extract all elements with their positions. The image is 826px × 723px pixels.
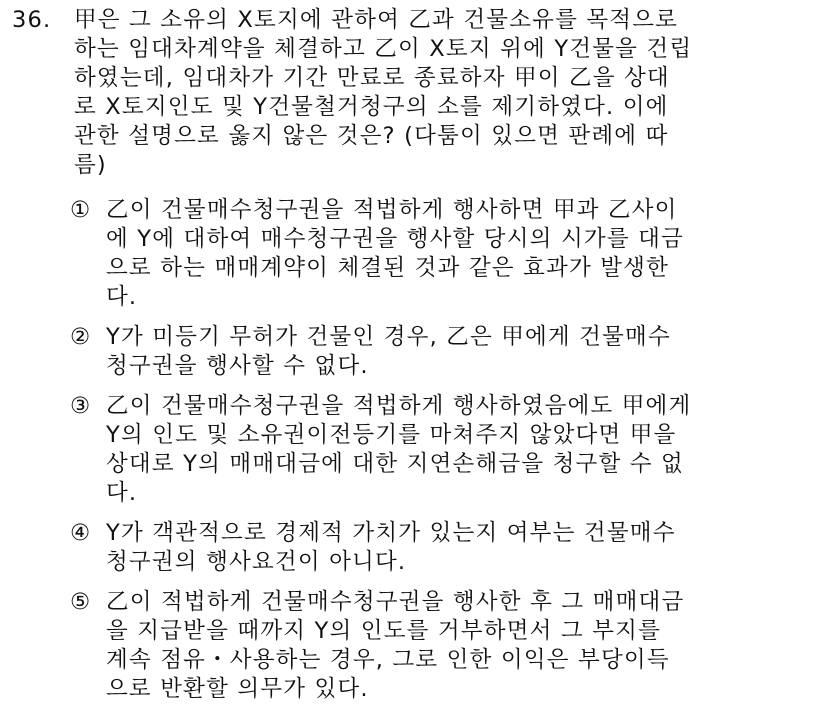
option-text: 다.	[106, 480, 138, 506]
option-4[interactable]	[70, 519, 800, 577]
option-text: 을 지급받을 때까지 Y의 인도를 거부하면서 그 부지를	[106, 618, 662, 644]
option-text: 으로 하는 매매계약이 체결된 것과 같은 효과가 발생한	[106, 255, 670, 281]
option-text: 乙이 건물매수청구권을 적법하게 행사하면 甲과 乙사이	[106, 197, 678, 223]
option-text: Y의 인도 및 소유권이전등기를 마쳐주지 않았다면 甲을	[106, 422, 677, 448]
option-text: Y가 미등기 무허가 건물인 경우, 乙은 甲에게 건물매수	[106, 324, 671, 350]
option-marker: ③	[70, 393, 92, 419]
option-text: 상대로 Y의 매매대금에 대한 지연손해금을 청구할 수 없	[106, 451, 684, 477]
option-3[interactable]	[70, 392, 800, 508]
option-text: 에 Y에 대하여 매수청구권을 행사할 당시의 시가를 대금	[106, 226, 684, 252]
option-text: Y가 객관적으로 경제적 가치가 있는지 여부는 건물매수	[106, 520, 676, 546]
question-text: 하였는데, 임대차가 기간 만료로 종료하자 甲이 乙을 상대	[74, 65, 670, 91]
question-stem	[12, 6, 812, 180]
question-line	[12, 35, 812, 64]
question-text: 름)	[74, 152, 107, 178]
option-marker: ①	[70, 197, 92, 223]
answer-options	[70, 196, 800, 715]
option-5[interactable]	[70, 588, 800, 704]
question-text: 甲은 그 소유의 X토지에 관하여 乙과 건물소유를 목적으로	[74, 7, 679, 33]
option-text: 청구권의 행사요건이 아니다.	[106, 549, 407, 575]
option-marker: ④	[70, 520, 92, 546]
question-text: 로 X토지인도 및 Y건물철거청구의 소를 제기하였다. 이에	[74, 94, 669, 120]
option-2[interactable]	[70, 323, 800, 381]
question-text: 하는 임대차계약을 체결하고 乙이 X토지 위에 Y건물을 건립	[74, 36, 693, 62]
option-text: 乙이 건물매수청구권을 적법하게 행사하였음에도 甲에게	[106, 393, 692, 419]
option-text: 乙이 적법하게 건물매수청구권을 행사한 후 그 매매대금	[106, 589, 685, 615]
question-line	[12, 64, 812, 93]
question-text: 관한 설명으로 옳지 않은 것은? (다툼이 있으면 판례에 따	[74, 123, 669, 149]
option-text: 청구권을 행사할 수 없다.	[106, 353, 369, 379]
question-line	[12, 122, 812, 151]
question-line	[12, 6, 812, 35]
question-number: 36.	[12, 7, 52, 33]
question-line	[12, 93, 812, 122]
option-text: 계속 점유・사용하는 경우, 그로 인한 이익은 부당이득	[106, 647, 670, 673]
option-text: 다.	[106, 284, 138, 310]
option-marker: ⑤	[70, 589, 92, 615]
option-1[interactable]	[70, 196, 800, 312]
option-marker: ②	[70, 324, 92, 350]
question-line	[12, 151, 812, 180]
option-text: 으로 반환할 의무가 있다.	[106, 676, 369, 702]
